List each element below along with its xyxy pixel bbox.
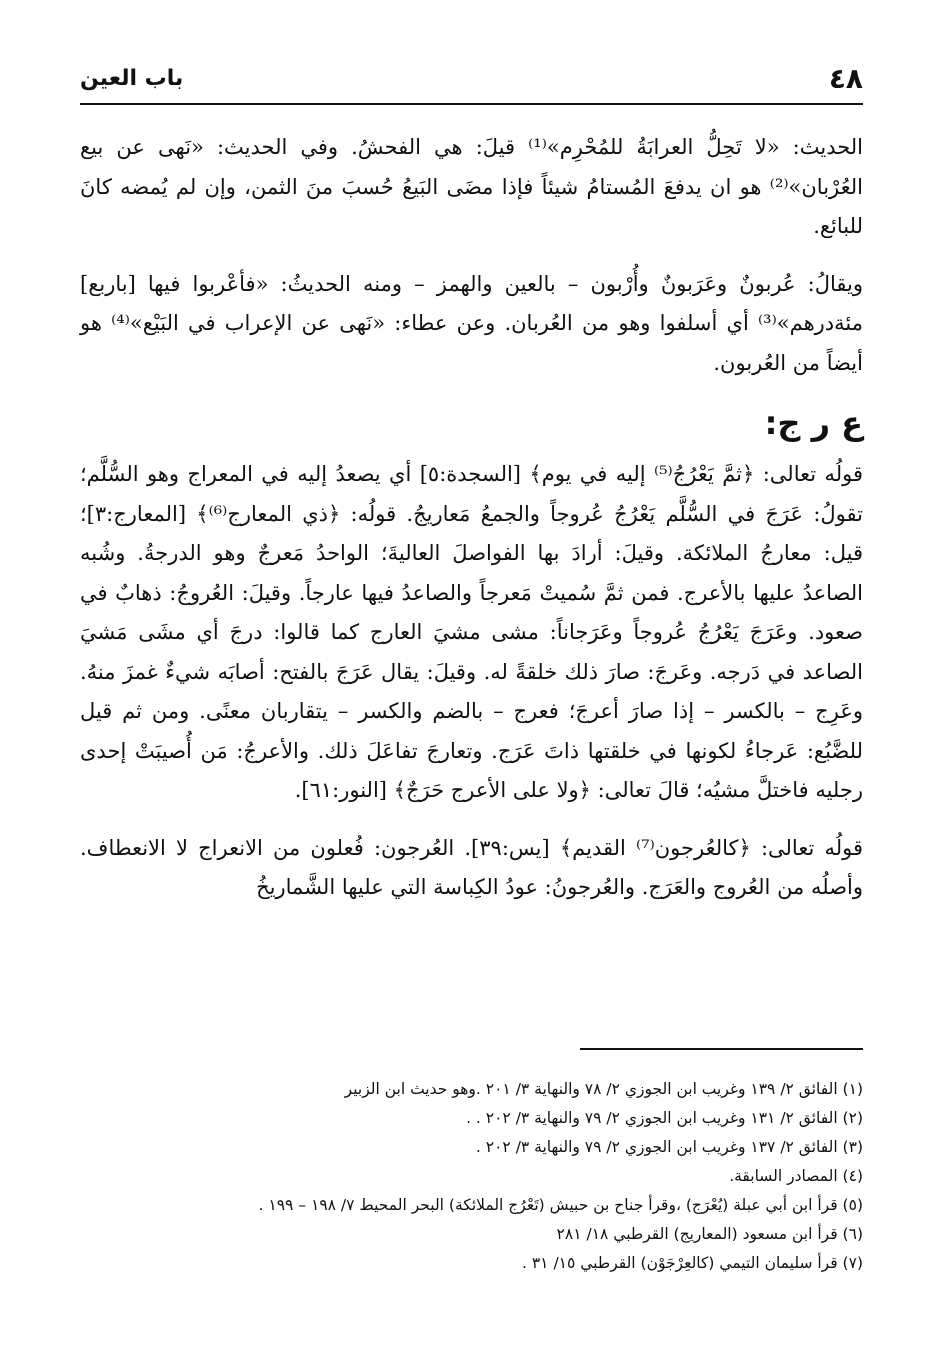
page-header bbox=[80, 62, 863, 102]
footnote-6: (٦) قرأ ابن مسعود (المعاريج) القرطبي ١٨/ ٢٨١ bbox=[556, 1225, 863, 1243]
main-text bbox=[80, 128, 863, 926]
page-number: ٤٨ bbox=[828, 62, 863, 95]
footnote-7: (٧) قرأ سليمان التيمي (كالعِرْجَوْن) القرطبي ١٥/ ٣١ . bbox=[522, 1254, 863, 1272]
footnote-rule bbox=[580, 1048, 863, 1050]
footnote-2: (٢) الفائق ٢/ ١٣١ وغريب ابن الجوزي ٢/ ٧٩ والنهاية ٣/ ٢٠٢ . . bbox=[466, 1109, 863, 1127]
paragraph-4: قولُه تعالى: ﴿كالعُرجون⁽⁷⁾ القديم﴾ [يس:٣٩]. العُرجون: فُعلون من الانعراج لا الانعطاف. وأصلُه من العُروج والعَرَج. والعُرجونُ: عودُ الكِباسة التي عليها الشَّماريخُ bbox=[80, 835, 863, 899]
footnote-5: (٥) قرأ ابن أبي عبلة (يُعْرَج) ،وقرأ جناح بن حبيش (تَعْرُج الملائكة) البحر المحيط ٧/ ١٩٨ – ١٩٩ . bbox=[258, 1196, 863, 1214]
paragraph-1: الحديث: «لا تَحِلُّ العرابَةُ للمُحْرِم»⁽¹⁾ قيلَ: هي الفحشُ. وفي الحديث: «نَهى عن بيع العُرْبان»⁽²⁾ هو ان يدفعَ المُستامُ شيئاً فإذا مضَى البَيعُ حُسبَ منَ الثمن، وإن لم يُمضه كانَ للبائع. bbox=[80, 135, 864, 238]
footnotes bbox=[80, 1075, 863, 1278]
footnote-3: (٣) الفائق ٢/ ١٣٧ وغريب ابن الجوزي ٢/ ٧٩ والنهاية ٣/ ٢٠٢ . bbox=[475, 1138, 863, 1156]
entry-heading: ع ر ج: bbox=[764, 404, 863, 442]
footnote-4: (٤) المصادر السابقة. bbox=[729, 1167, 863, 1185]
header-rule bbox=[80, 103, 863, 105]
footnote-1: (١) الفائق ٢/ ١٣٩ وغريب ابن الجوزي ٢/ ٧٨ والنهاية ٣/ ٢٠١ .وهو حديث ابن الزبير bbox=[344, 1080, 863, 1098]
running-title: باب العين bbox=[80, 66, 184, 91]
paragraph-3: قولُه تعالى: ﴿ثمَّ يَعْرُجُ⁽⁵⁾ إليه في يوم﴾ [السجدة:٥] أي يصعدُ إليه في المعراج وهو السُّلَّم؛ تقولُ: عَرَجَ في السُّلَّم يَعْرُجُ عُروجاً والجمعُ مَعاريجُ. قولُه: ﴿ذي المعارج⁽⁶⁾﴾ [المعارج:٣]؛ قيل: معارجُ الملائكة. وقيلَ: أرادَ بها الفواصلَ العاليةَ؛ الواحدُ مَعرجٌ وهو الدرجةُ. وشُبه الصاعدُ عليها بالأعرج. فمن ثمَّ سُميتْ مَعرجاً والصاعدُ فيها عارجاً. وقيلَ: العُروجُ: ذهابٌ في صعود. وعَرَجَ يَعْرُجُ عُروجاً وعَرَجاناً: مشى مشيَ العارج كما قالوا: درجَ أي مشَى مَشيَ الصاعد في دَرجه. وعَرجَ: صارَ ذلك خلقةً له. وقيلَ: يقال عَرَجَ بالفتح: أصابَه شيءٌ غمزَ منهُ. وعَرِج – بالكسر – إذا صارَ أعرجَ؛ فعرج – بالضم والكسر – يتقاربان معنًى. ومن ثم قيل للضَّبُع: عَرجاءُ لكونها في خلقتها ذاتَ عَرَج. وتعارجَ تفاعَلَ ذلك. والأعرجُ: مَن أُصيبَتْ إحدى رجليه فاختلَّ مشيُه؛ قالَ تعالى: ﴿ولا على الأعرج حَرَجٌ﴾ [النور:٦١]. bbox=[80, 462, 864, 802]
paragraph-2: ويقالُ: عُربونٌ وعَرَبونٌ وأُرْبون – بالعين والهمز – ومنه الحديثُ: «فأعْربوا فيها [باربع] مئةدرهم»⁽³⁾ أي أسلفوا وهو من العُربان. وعن عطاء: «نَهى عن الإعراب في البَيْع»⁽⁴⁾ هو أيضاً من العُربون. bbox=[80, 271, 863, 375]
